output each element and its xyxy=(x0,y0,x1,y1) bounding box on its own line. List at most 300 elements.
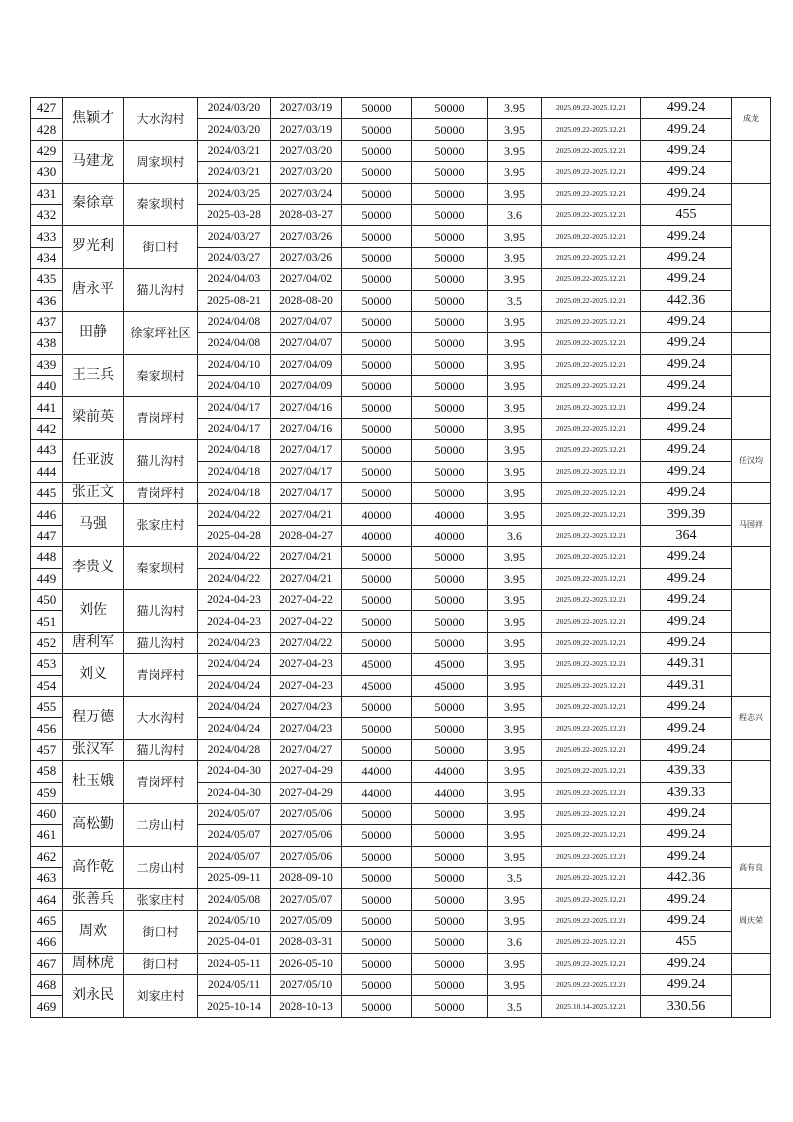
loan-amount: 50000 xyxy=(342,226,412,247)
loan-balance: 50000 xyxy=(412,547,488,568)
interest-period: 2025.09.22-2025.12.21 xyxy=(542,568,641,589)
borrower-name: 杜玉娥 xyxy=(63,761,124,804)
row-number: 452 xyxy=(31,632,63,653)
table-body xyxy=(31,98,771,1018)
interest-amount: 499.24 xyxy=(641,183,732,204)
interest-period: 2025.09.22-2025.12.21 xyxy=(542,889,641,910)
row-number: 435 xyxy=(31,269,63,290)
loan-balance: 50000 xyxy=(412,825,488,846)
interest-period: 2025.09.22-2025.12.21 xyxy=(542,440,641,461)
loan-balance: 50000 xyxy=(412,269,488,290)
interest-rate: 3.95 xyxy=(488,825,542,846)
interest-rate: 3.95 xyxy=(488,910,542,931)
row-number: 459 xyxy=(31,782,63,803)
loan-start-date: 2024/04/03 xyxy=(198,269,271,290)
loan-end-date: 2027/05/06 xyxy=(271,803,342,824)
loan-end-date: 2027/05/06 xyxy=(271,825,342,846)
note-cell xyxy=(732,803,771,846)
row-number: 438 xyxy=(31,333,63,354)
loan-balance: 50000 xyxy=(412,589,488,610)
loan-end-date: 2027/04/17 xyxy=(271,461,342,482)
interest-amount: 499.24 xyxy=(641,397,732,418)
interest-rate: 3.95 xyxy=(488,354,542,375)
loan-balance: 50000 xyxy=(412,611,488,632)
table-row xyxy=(31,953,771,974)
loan-amount: 50000 xyxy=(342,269,412,290)
interest-period: 2025.09.22-2025.12.21 xyxy=(542,589,641,610)
loan-start-date: 2025-04-01 xyxy=(198,932,271,953)
interest-period: 2025.09.22-2025.12.21 xyxy=(542,761,641,782)
loan-start-date: 2024/03/20 xyxy=(198,98,271,119)
loan-end-date: 2027/04/23 xyxy=(271,718,342,739)
loan-amount: 50000 xyxy=(342,376,412,397)
village-name: 青岗坪村 xyxy=(124,397,198,440)
village-name: 青岗坪村 xyxy=(124,761,198,804)
loan-amount: 50000 xyxy=(342,290,412,311)
row-number: 430 xyxy=(31,162,63,183)
village-name: 秦家坝村 xyxy=(124,547,198,590)
row-number: 441 xyxy=(31,397,63,418)
loan-amount: 50000 xyxy=(342,311,412,332)
interest-amount: 499.24 xyxy=(641,440,732,461)
loan-end-date: 2027-04-22 xyxy=(271,589,342,610)
loan-amount: 50000 xyxy=(342,889,412,910)
note-cell xyxy=(732,354,771,397)
interest-period: 2025.09.22-2025.12.21 xyxy=(542,119,641,140)
interest-amount: 439.33 xyxy=(641,782,732,803)
row-number: 464 xyxy=(31,889,63,910)
borrower-name: 焦颖才 xyxy=(63,98,124,141)
loan-start-date: 2024/05/07 xyxy=(198,803,271,824)
interest-period: 2025.09.22-2025.12.21 xyxy=(542,696,641,717)
interest-period: 2025.09.22-2025.12.21 xyxy=(542,718,641,739)
loan-start-date: 2024/03/25 xyxy=(198,183,271,204)
interest-rate: 3.95 xyxy=(488,483,542,504)
loan-start-date: 2024/03/20 xyxy=(198,119,271,140)
interest-period: 2025.09.22-2025.12.21 xyxy=(542,461,641,482)
loan-balance: 50000 xyxy=(412,204,488,225)
loan-amount: 50000 xyxy=(342,440,412,461)
loan-start-date: 2024/04/18 xyxy=(198,440,271,461)
loan-balance: 50000 xyxy=(412,718,488,739)
loan-start-date: 2024/04/23 xyxy=(198,632,271,653)
row-number: 469 xyxy=(31,996,63,1017)
table-row xyxy=(31,632,771,653)
interest-period: 2025.09.22-2025.12.21 xyxy=(542,376,641,397)
loan-end-date: 2028-04-27 xyxy=(271,525,342,546)
note-cell xyxy=(732,761,771,804)
note-cell: 周庆荣 xyxy=(732,889,771,953)
row-number: 431 xyxy=(31,183,63,204)
loan-balance: 50000 xyxy=(412,889,488,910)
loan-start-date: 2024/03/27 xyxy=(198,226,271,247)
interest-amount: 449.31 xyxy=(641,675,732,696)
interest-period: 2025.09.22-2025.12.21 xyxy=(542,354,641,375)
loan-start-date: 2025-04-28 xyxy=(198,525,271,546)
interest-rate: 3.95 xyxy=(488,761,542,782)
interest-period: 2025.09.22-2025.12.21 xyxy=(542,140,641,161)
loan-balance: 50000 xyxy=(412,247,488,268)
village-name: 街口村 xyxy=(124,910,198,953)
loan-end-date: 2027/04/21 xyxy=(271,547,342,568)
interest-rate: 3.95 xyxy=(488,889,542,910)
interest-period: 2025.09.22-2025.12.21 xyxy=(542,98,641,119)
borrower-name: 程万德 xyxy=(63,696,124,739)
village-name: 大水沟村 xyxy=(124,696,198,739)
loan-balance: 50000 xyxy=(412,183,488,204)
loan-amount: 50000 xyxy=(342,996,412,1017)
row-number: 432 xyxy=(31,204,63,225)
note-cell: 成龙 xyxy=(732,98,771,141)
loan-amount: 50000 xyxy=(342,718,412,739)
interest-rate: 3.95 xyxy=(488,547,542,568)
table-row xyxy=(31,696,771,717)
loan-start-date: 2024/03/27 xyxy=(198,247,271,268)
loan-end-date: 2027/04/16 xyxy=(271,397,342,418)
row-number: 466 xyxy=(31,932,63,953)
loan-amount: 50000 xyxy=(342,461,412,482)
interest-amount: 499.24 xyxy=(641,611,732,632)
note-cell xyxy=(732,975,771,1018)
interest-amount: 499.24 xyxy=(641,739,732,760)
interest-period: 2025.09.22-2025.12.21 xyxy=(542,183,641,204)
loan-end-date: 2027-04-23 xyxy=(271,675,342,696)
borrower-name: 高作乾 xyxy=(63,846,124,889)
interest-rate: 3.6 xyxy=(488,932,542,953)
borrower-name: 张汉军 xyxy=(63,739,124,760)
loan-start-date: 2024/03/21 xyxy=(198,162,271,183)
note-cell xyxy=(732,226,771,312)
interest-amount: 499.24 xyxy=(641,696,732,717)
borrower-name: 唐永平 xyxy=(63,269,124,312)
interest-rate: 3.95 xyxy=(488,376,542,397)
loan-end-date: 2027/04/27 xyxy=(271,739,342,760)
loan-amount: 50000 xyxy=(342,825,412,846)
interest-amount: 499.24 xyxy=(641,162,732,183)
loan-amount: 45000 xyxy=(342,654,412,675)
note-cell xyxy=(732,397,771,440)
loan-start-date: 2024/04/24 xyxy=(198,718,271,739)
row-number: 427 xyxy=(31,98,63,119)
table-row xyxy=(31,761,771,782)
interest-period: 2025.09.22-2025.12.21 xyxy=(542,504,641,525)
interest-amount: 499.24 xyxy=(641,333,732,354)
interest-period: 2025.09.22-2025.12.21 xyxy=(542,932,641,953)
interest-rate: 3.95 xyxy=(488,333,542,354)
table-row xyxy=(31,183,771,204)
loan-amount: 50000 xyxy=(342,354,412,375)
village-name: 猫儿沟村 xyxy=(124,739,198,760)
interest-period: 2025.09.22-2025.12.21 xyxy=(542,483,641,504)
loan-end-date: 2027/03/24 xyxy=(271,183,342,204)
interest-period: 2025.09.22-2025.12.21 xyxy=(542,953,641,974)
row-number: 468 xyxy=(31,975,63,996)
loan-amount: 50000 xyxy=(342,975,412,996)
interest-rate: 3.95 xyxy=(488,311,542,332)
loan-amount: 40000 xyxy=(342,504,412,525)
village-name: 张家庄村 xyxy=(124,889,198,910)
note-cell: 程志兴 xyxy=(732,696,771,739)
note-cell xyxy=(732,547,771,590)
loan-amount: 50000 xyxy=(342,910,412,931)
loan-end-date: 2027/04/09 xyxy=(271,354,342,375)
loan-start-date: 2024/04/22 xyxy=(198,547,271,568)
loan-end-date: 2027/05/06 xyxy=(271,846,342,867)
loan-end-date: 2027/04/17 xyxy=(271,483,342,504)
borrower-name: 张正文 xyxy=(63,483,124,504)
loan-amount: 50000 xyxy=(342,183,412,204)
interest-amount: 499.24 xyxy=(641,718,732,739)
loan-end-date: 2027/03/20 xyxy=(271,140,342,161)
interest-rate: 3.5 xyxy=(488,868,542,889)
loan-end-date: 2027/04/02 xyxy=(271,269,342,290)
interest-amount: 499.24 xyxy=(641,119,732,140)
row-number: 455 xyxy=(31,696,63,717)
loan-amount: 50000 xyxy=(342,247,412,268)
row-number: 428 xyxy=(31,119,63,140)
loan-start-date: 2024/04/08 xyxy=(198,311,271,332)
loan-start-date: 2024/05/08 xyxy=(198,889,271,910)
loan-amount: 50000 xyxy=(342,696,412,717)
interest-period: 2025.09.22-2025.12.21 xyxy=(542,162,641,183)
note-cell xyxy=(732,183,771,226)
interest-amount: 499.24 xyxy=(641,568,732,589)
interest-amount: 499.24 xyxy=(641,953,732,974)
loan-start-date: 2025-10-14 xyxy=(198,996,271,1017)
loan-amount: 50000 xyxy=(342,140,412,161)
interest-amount: 499.24 xyxy=(641,975,732,996)
row-number: 454 xyxy=(31,675,63,696)
interest-period: 2025.09.22-2025.12.21 xyxy=(542,803,641,824)
village-name: 街口村 xyxy=(124,226,198,269)
interest-amount: 442.36 xyxy=(641,868,732,889)
interest-period: 2025.09.22-2025.12.21 xyxy=(542,247,641,268)
borrower-name: 梁前英 xyxy=(63,397,124,440)
loan-amount: 50000 xyxy=(342,568,412,589)
loan-end-date: 2027/05/07 xyxy=(271,889,342,910)
note-cell: 任汉均 xyxy=(732,440,771,483)
note-cell xyxy=(732,953,771,974)
interest-amount: 499.24 xyxy=(641,418,732,439)
loan-end-date: 2028-09-10 xyxy=(271,868,342,889)
borrower-name: 周欢 xyxy=(63,910,124,953)
interest-amount: 499.24 xyxy=(641,910,732,931)
row-number: 462 xyxy=(31,846,63,867)
loan-amount: 50000 xyxy=(342,868,412,889)
loan-start-date: 2024/03/21 xyxy=(198,140,271,161)
table-row xyxy=(31,803,771,824)
loan-balance: 50000 xyxy=(412,868,488,889)
loan-balance: 44000 xyxy=(412,782,488,803)
interest-amount: 449.31 xyxy=(641,654,732,675)
loan-balance: 50000 xyxy=(412,932,488,953)
loan-balance: 50000 xyxy=(412,418,488,439)
loan-balance: 50000 xyxy=(412,140,488,161)
loan-end-date: 2028-03-31 xyxy=(271,932,342,953)
interest-amount: 442.36 xyxy=(641,290,732,311)
table-row xyxy=(31,654,771,675)
interest-period: 2025.09.22-2025.12.21 xyxy=(542,782,641,803)
row-number: 445 xyxy=(31,483,63,504)
row-number: 456 xyxy=(31,718,63,739)
interest-period: 2025.09.22-2025.12.21 xyxy=(542,825,641,846)
row-number: 460 xyxy=(31,803,63,824)
interest-rate: 3.95 xyxy=(488,696,542,717)
table-row xyxy=(31,504,771,525)
village-name: 猫儿沟村 xyxy=(124,589,198,632)
interest-rate: 3.95 xyxy=(488,140,542,161)
loan-balance: 50000 xyxy=(412,119,488,140)
interest-rate: 3.95 xyxy=(488,98,542,119)
interest-amount: 499.24 xyxy=(641,889,732,910)
note-cell xyxy=(732,140,771,183)
interest-period: 2025.09.22-2025.12.21 xyxy=(542,226,641,247)
loan-start-date: 2024/04/24 xyxy=(198,654,271,675)
row-number: 450 xyxy=(31,589,63,610)
row-number: 443 xyxy=(31,440,63,461)
interest-amount: 499.24 xyxy=(641,632,732,653)
interest-amount: 499.24 xyxy=(641,547,732,568)
village-name: 大水沟村 xyxy=(124,98,198,141)
loan-end-date: 2027/05/10 xyxy=(271,975,342,996)
note-cell xyxy=(732,589,771,632)
interest-period: 2025.09.22-2025.12.21 xyxy=(542,397,641,418)
row-number: 449 xyxy=(31,568,63,589)
interest-amount: 499.24 xyxy=(641,226,732,247)
interest-rate: 3.95 xyxy=(488,803,542,824)
loan-balance: 50000 xyxy=(412,632,488,653)
loan-start-date: 2024/04/10 xyxy=(198,376,271,397)
village-name: 周家坝村 xyxy=(124,140,198,183)
borrower-name: 罗光利 xyxy=(63,226,124,269)
interest-amount: 455 xyxy=(641,204,732,225)
table-row xyxy=(31,483,771,504)
loan-end-date: 2027/04/17 xyxy=(271,440,342,461)
table-row xyxy=(31,589,771,610)
loan-end-date: 2026-05-10 xyxy=(271,953,342,974)
interest-period: 2025.09.22-2025.12.21 xyxy=(542,290,641,311)
borrower-name: 高松勤 xyxy=(63,803,124,846)
interest-amount: 499.24 xyxy=(641,140,732,161)
loan-balance: 50000 xyxy=(412,483,488,504)
loan-end-date: 2027-04-29 xyxy=(271,761,342,782)
table-row xyxy=(31,975,771,996)
loan-amount: 50000 xyxy=(342,204,412,225)
loan-start-date: 2024/04/08 xyxy=(198,333,271,354)
loan-amount: 45000 xyxy=(342,675,412,696)
interest-rate: 3.95 xyxy=(488,162,542,183)
loan-balance: 50000 xyxy=(412,739,488,760)
table-row xyxy=(31,889,771,910)
loan-balance: 50000 xyxy=(412,397,488,418)
row-number: 444 xyxy=(31,461,63,482)
loan-amount: 50000 xyxy=(342,397,412,418)
loan-amount: 50000 xyxy=(342,953,412,974)
loan-balance: 50000 xyxy=(412,846,488,867)
interest-rate: 3.6 xyxy=(488,204,542,225)
loan-start-date: 2024-04-30 xyxy=(198,782,271,803)
interest-period: 2025.09.22-2025.12.21 xyxy=(542,311,641,332)
interest-rate: 3.95 xyxy=(488,418,542,439)
loan-amount: 50000 xyxy=(342,547,412,568)
loan-start-date: 2024-05-11 xyxy=(198,953,271,974)
loan-balance: 50000 xyxy=(412,953,488,974)
interest-period: 2025.09.22-2025.12.21 xyxy=(542,418,641,439)
interest-amount: 499.24 xyxy=(641,483,732,504)
loan-start-date: 2024/05/07 xyxy=(198,846,271,867)
row-number: 439 xyxy=(31,354,63,375)
interest-rate: 3.6 xyxy=(488,525,542,546)
table-row xyxy=(31,547,771,568)
loan-start-date: 2024/04/28 xyxy=(198,739,271,760)
loan-amount: 44000 xyxy=(342,761,412,782)
loan-amount: 50000 xyxy=(342,846,412,867)
loan-amount: 50000 xyxy=(342,632,412,653)
interest-rate: 3.95 xyxy=(488,269,542,290)
interest-amount: 499.24 xyxy=(641,803,732,824)
loan-start-date: 2024/04/22 xyxy=(198,504,271,525)
note-cell xyxy=(732,311,771,332)
interest-rate: 3.95 xyxy=(488,846,542,867)
note-cell xyxy=(732,739,771,760)
loan-balance: 40000 xyxy=(412,525,488,546)
borrower-name: 秦徐章 xyxy=(63,183,124,226)
interest-period: 2025.09.22-2025.12.21 xyxy=(542,333,641,354)
village-name: 猫儿沟村 xyxy=(124,440,198,483)
loan-balance: 50000 xyxy=(412,311,488,332)
loan-end-date: 2028-10-13 xyxy=(271,996,342,1017)
interest-period: 2025.09.22-2025.12.21 xyxy=(542,632,641,653)
loan-amount: 50000 xyxy=(342,418,412,439)
loan-table xyxy=(30,97,771,1018)
interest-amount: 330.56 xyxy=(641,996,732,1017)
village-name: 青岗坪村 xyxy=(124,654,198,697)
row-number: 446 xyxy=(31,504,63,525)
loan-start-date: 2024-04-23 xyxy=(198,611,271,632)
interest-rate: 3.95 xyxy=(488,226,542,247)
loan-start-date: 2024-04-23 xyxy=(198,589,271,610)
note-cell: 高有良 xyxy=(732,846,771,889)
loan-start-date: 2024/05/10 xyxy=(198,910,271,931)
interest-period: 2025.09.22-2025.12.21 xyxy=(542,204,641,225)
interest-period: 2025.09.22-2025.12.21 xyxy=(542,547,641,568)
interest-amount: 499.24 xyxy=(641,461,732,482)
borrower-name: 刘义 xyxy=(63,654,124,697)
interest-rate: 3.95 xyxy=(488,183,542,204)
loan-balance: 40000 xyxy=(412,504,488,525)
interest-rate: 3.95 xyxy=(488,782,542,803)
interest-amount: 364 xyxy=(641,525,732,546)
loan-end-date: 2027/03/26 xyxy=(271,226,342,247)
interest-amount: 499.24 xyxy=(641,376,732,397)
loan-amount: 44000 xyxy=(342,782,412,803)
loan-end-date: 2027/04/16 xyxy=(271,418,342,439)
village-name: 街口村 xyxy=(124,953,198,974)
loan-balance: 50000 xyxy=(412,354,488,375)
interest-period: 2025.09.22-2025.12.21 xyxy=(542,654,641,675)
row-number: 461 xyxy=(31,825,63,846)
loan-amount: 50000 xyxy=(342,119,412,140)
interest-period: 2025.09.22-2025.12.21 xyxy=(542,739,641,760)
loan-end-date: 2027-04-23 xyxy=(271,654,342,675)
row-number: 447 xyxy=(31,525,63,546)
row-number: 440 xyxy=(31,376,63,397)
note-cell: 马国祥 xyxy=(732,504,771,547)
loan-amount: 50000 xyxy=(342,739,412,760)
interest-rate: 3.95 xyxy=(488,119,542,140)
row-number: 433 xyxy=(31,226,63,247)
loan-end-date: 2027/04/21 xyxy=(271,568,342,589)
